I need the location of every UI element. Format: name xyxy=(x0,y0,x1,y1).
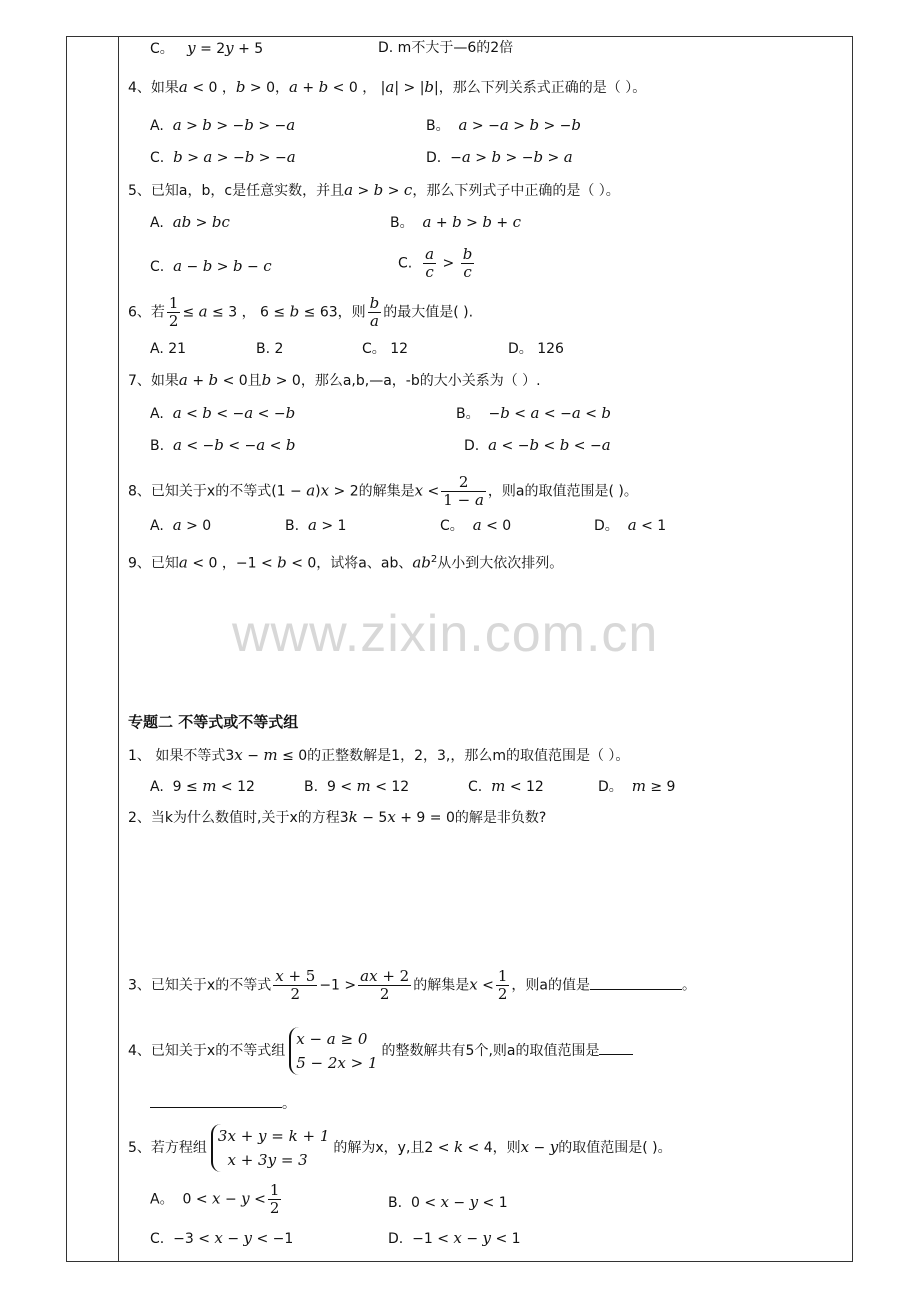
q7-option-c: B. a < −b < −a < b xyxy=(150,436,296,454)
q6-option-d: D。 126 xyxy=(508,341,564,357)
q7-stem: 7、如果a + b < 0且b > 0，那么a,b,—a，-b的大小关系为（ ）. xyxy=(128,371,541,389)
q5-stem: 5、已知a，b，c是任意实数，并且a > b > c，那么下列式子中正确的是（ ）。 xyxy=(128,181,620,199)
q5-option-d: C. $\frac{a}{c}$ > $\frac{b}{c}$ xyxy=(398,245,473,281)
q4-stem: 4、如果a < 0 ，b > 0，a + b < 0 ， |a| > |b|，那么下列关系式正确的是（ ）。 xyxy=(128,78,647,96)
q6-option-c: C。 12 xyxy=(362,341,409,357)
s2q1-option-b: B. 9 < m < 12 xyxy=(304,777,410,795)
s2q5-option-d: D. −1 < x − y < 1 xyxy=(388,1229,521,1247)
s2q1-option-d: D。 m ≥ 9 xyxy=(598,777,676,795)
q8-option-d: D。 a < 1 xyxy=(594,516,667,534)
q5-option-a: A. ab > bc xyxy=(150,213,230,231)
s2q5-option-c: C. −3 < x − y < −1 xyxy=(150,1229,294,1247)
q7-option-d: D. a < −b < b < −a xyxy=(464,436,611,454)
s2q5-option-a: A。 0 < x − y < $\frac{1}{2}$ xyxy=(150,1181,280,1217)
q4-option-a: A. a > b > −b > −a xyxy=(150,116,296,134)
s2q1-option-c: C. m < 12 xyxy=(468,777,544,795)
q4-option-b: B。 a > −a > b > −b xyxy=(426,116,582,134)
q3-option-c: C。 y = 2y + 5 xyxy=(150,39,264,57)
q8-option-c: C。 a < 0 xyxy=(440,516,512,534)
q6-stem: 6、若 $\frac{1}{2}$ ≤ a ≤ 3 ， 6 ≤ b ≤ 63，则 $\frac{b}{a}$ 的最大值是( ). xyxy=(128,294,474,330)
s2q1-stem: 1、 如果不等式3x − m ≤ 0的正整数解是1，2，3,，那么m的取值范围是（ ）。 xyxy=(128,746,630,764)
s2q5-stem: 5、若方程组 3x + y = k + 1 x + 3y = 3 的解为x，y,且2 < k < 4，则x − y的取值范围是( )。 xyxy=(128,1124,672,1172)
s2q2-stem: 2、当k为什么数值时,关于x的方程3k − 5x + 9 = 0的解是非负数? xyxy=(128,808,547,826)
s2q3-stem: 3、已知关于x的不等式 $\frac{x + 5}{2}$ −1 > $\frac{ax + 2}{2}$ 的解集是x < $\frac{1}{2}$ ，则a的值是 。 xyxy=(128,967,697,1003)
q6-option-b: B. 2 xyxy=(256,341,284,357)
q6-option-a: A. 21 xyxy=(150,341,187,357)
q4-option-d: D. −a > b > −b > a xyxy=(426,148,573,166)
q5-option-c: C. a − b > b − c xyxy=(150,257,272,275)
q8-option-a: A. a > 0 xyxy=(150,516,212,534)
q8-stem: 8、已知关于x的不等式(1 − a)x > 2的解集是x < $\frac{2}{1 - a}$ ，则a的取值范围是( )。 xyxy=(128,473,638,509)
q7-option-a: A. a < b < −a < −b xyxy=(150,404,296,422)
s2q1-option-a: A. 9 ≤ m < 12 xyxy=(150,777,255,795)
s2q5-option-b: B. 0 < x − y < 1 xyxy=(388,1193,508,1211)
s2q4-stem: 4、已知关于x的不等式组 x − a ≥ 0 5 − 2x > 1 的整数解共有5个,则a的取值范围是 xyxy=(128,1027,633,1075)
section-heading: 专题二 不等式或不等式组 xyxy=(128,713,299,731)
q4-option-c: C. b > a > −b > −a xyxy=(150,148,296,166)
q9-stem: 9、已知a < 0 ，−1 < b < 0，试将a、ab、$ab^2$从小到大依次排列。 xyxy=(128,553,564,572)
s2q4-answer-line: 。 xyxy=(150,1094,296,1114)
q5-option-b: B。 a + b > b + c xyxy=(390,213,522,231)
q3-option-d: D. m不大于—6的2倍 xyxy=(378,40,514,56)
q8-option-b: B. a > 1 xyxy=(285,516,347,534)
column-divider xyxy=(118,36,119,1262)
q7-option-b: B。 −b < a < −a < b xyxy=(456,404,612,422)
watermark: www.zixin.com.cn xyxy=(232,605,659,663)
